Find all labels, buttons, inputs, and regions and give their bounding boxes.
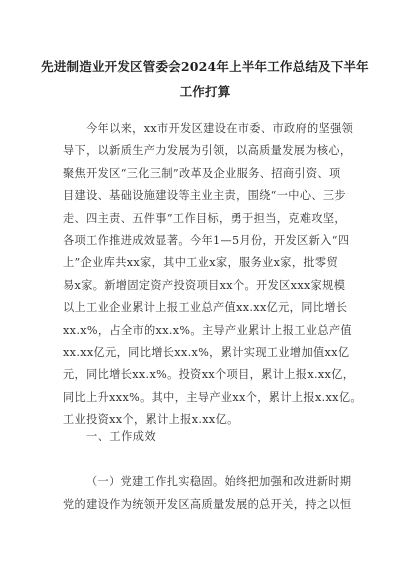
document-title bbox=[40, 54, 370, 104]
paragraph-line: 聚焦开发区“三化三制”改革及企业服务、招商引资、项 bbox=[63, 166, 341, 180]
paragraph-line: 今年以来，xx市开发区建设在市委、市政府的坚强领 bbox=[86, 122, 354, 135]
paragraph-line: 上”企业库共xx家，其中工业x家，服务业x家，批零贸 bbox=[63, 256, 338, 270]
paragraph-line: xx.x%，占全市的xx.x%。主导产业累计上报工业总产值 bbox=[63, 323, 352, 337]
paragraph-line: 同比上升xxx%。其中，主导产业xx个，累计上报x.xx亿。 bbox=[63, 390, 362, 404]
paragraph-line: 各项工作推进成效显著。今年1—5月份，开发区新入“四 bbox=[63, 234, 350, 248]
intro-paragraph bbox=[63, 118, 362, 432]
section-heading: 一、工作成效 bbox=[86, 430, 157, 443]
paragraph-line: 元，同比增长xx.x%。投资xx个项目，累计上报x.xx亿， bbox=[63, 368, 355, 382]
title-line-2: 工作打算 bbox=[179, 84, 231, 99]
paragraph-line: （一）党建工作扎实稳固。始终把加强和改进新时期 bbox=[86, 475, 352, 488]
paragraph-line: 以上工业企业累计上报工业总产值xx.xx亿元，同比增长 bbox=[63, 301, 348, 315]
subsection-paragraph bbox=[63, 470, 355, 516]
paragraph-line: 党的建设作为统领开发区高质量发展的总开关，持之以恒 bbox=[63, 498, 352, 511]
paragraph-line: xx.xx亿元，同比增长xx.x%，累计实现工业增加值xx亿 bbox=[63, 346, 350, 360]
paragraph-line: 导下，以新质生产力发展为引领，以高质量发展为核心， bbox=[63, 144, 352, 158]
paragraph-line: 目建设、基础设施建设等主业主责，围绕“一中心、三步 bbox=[63, 189, 346, 203]
paragraph-line: 易x家。新增固定资产投资项目xx个。开发区xxx家规模 bbox=[63, 278, 346, 292]
paragraph-line: 工业投资xx个，累计上报x.xx亿。 bbox=[63, 413, 239, 427]
paragraph-line: 走、四主责、五件事”工作目标，勇于担当，克难攻坚， bbox=[63, 211, 346, 225]
title-line-1: 先进制造业开发区管委会2024年上半年工作总结及下半年 bbox=[41, 59, 369, 74]
